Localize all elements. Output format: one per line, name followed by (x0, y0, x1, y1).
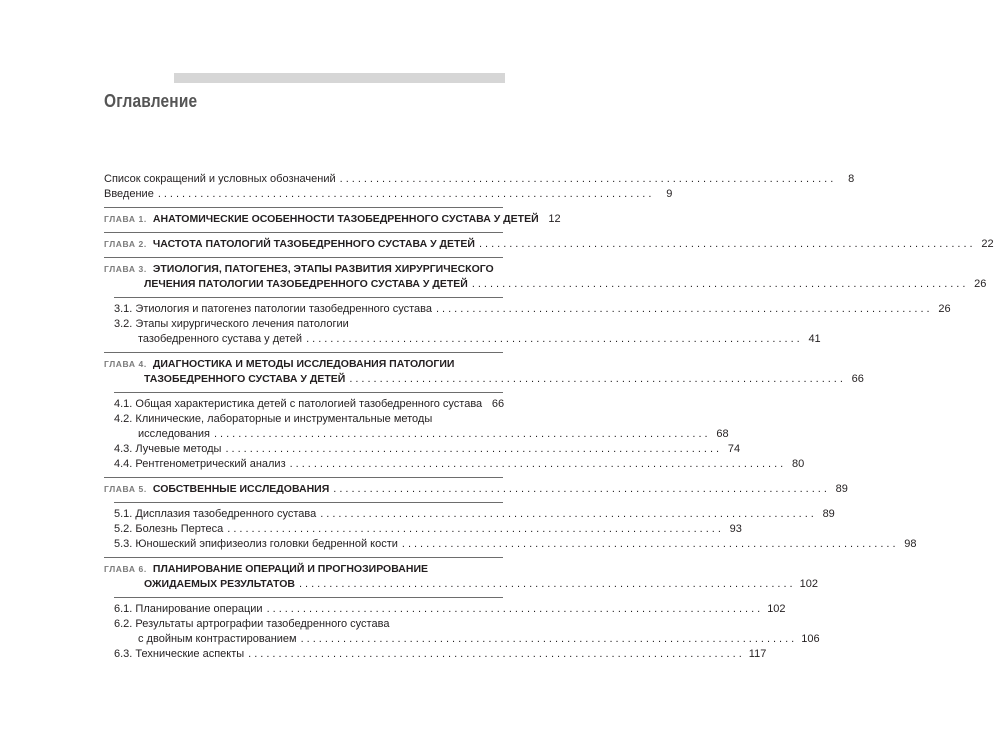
toc-section-6-2-cont[interactable] (104, 632, 820, 647)
toc-section-6-1[interactable] (104, 602, 786, 617)
toc-chapter-2[interactable] (104, 237, 994, 252)
toc-page-number: 106 (801, 633, 820, 645)
toc-section-4-4[interactable] (104, 457, 805, 472)
leader-dots: .................................................................................. (214, 428, 711, 440)
toc-page-number: 74 (727, 443, 741, 455)
toc-page-number: 66 (851, 373, 864, 385)
toc-chapter-6-cont[interactable] (104, 577, 818, 592)
leader-dots: .................................................................................. (349, 373, 846, 385)
section-number: 4.4. (114, 458, 133, 470)
section-number: 4.3. (114, 443, 133, 455)
leader-dots: .................................................................................. (289, 458, 787, 470)
section-number: 5.1. (114, 508, 133, 520)
chapter-label: ГЛАВА 5. (104, 484, 147, 494)
section-number: 6.3. (114, 648, 133, 660)
toc-section-4-1[interactable] (104, 397, 503, 412)
section-title: Этапы хирургического лечения патологии (135, 318, 349, 330)
toc-chapter-4-cont[interactable] (104, 372, 864, 387)
section-number: 3.1. (114, 303, 133, 315)
section-title: с двойным контрастированием (138, 633, 297, 645)
divider (104, 352, 503, 353)
toc-entry-abbreviations[interactable] (104, 172, 855, 187)
toc-section-3-2[interactable] (104, 317, 503, 332)
toc-section-4-2-cont[interactable] (104, 427, 729, 442)
section-title: Рентгенометрический анализ (135, 458, 286, 470)
chapter-title: АНАТОМИЧЕСКИЕ ОСОБЕННОСТИ ТАЗОБЕДРЕННОГО СУСТАВА У ДЕТЕЙ (152, 213, 539, 225)
header-bar (174, 73, 505, 83)
chapter-title: ПЛАНИРОВАНИЕ ОПЕРАЦИЙ И ПРОГНОЗИРОВАНИЕ (152, 563, 428, 575)
leader-dots: .................................................................................. (298, 578, 796, 590)
chapter-title: СОБСТВЕННЫЕ ИССЛЕДОВАНИЯ (152, 483, 330, 495)
section-number: 4.1. (114, 398, 133, 410)
leader-dots: .................................................................................. (306, 333, 803, 345)
toc-entry-introduction[interactable] (104, 187, 673, 202)
toc-entry-text: Список сокращений и условных обозначений (104, 173, 336, 185)
leader-dots: .................................................................................. (266, 603, 764, 615)
section-number: 6.2. (114, 618, 133, 630)
chapter-label: ГЛАВА 4. (104, 359, 147, 369)
toc-page-number: 41 (808, 333, 821, 345)
leader-dots: .................................................................................. (333, 483, 830, 495)
toc-page-number: 80 (791, 458, 805, 470)
toc-chapter-3-cont[interactable] (104, 277, 987, 292)
section-title: тазобедренного сустава у детей (138, 333, 303, 345)
section-title: Болезнь Пертеса (135, 523, 224, 535)
leader-dots: .................................................................................. (300, 633, 798, 645)
chapter-label: ГЛАВА 6. (104, 564, 147, 574)
divider (104, 257, 503, 258)
leader-dots: .................................................................................. (339, 173, 837, 185)
leader-dots: .................................................................................. (320, 508, 817, 520)
chapter-label: ГЛАВА 1. (104, 214, 147, 224)
toc-page-number: 12 (548, 213, 561, 225)
section-title: Планирование операции (135, 603, 263, 615)
toc-page-number: 22 (981, 238, 994, 250)
toc-chapter-5[interactable] (104, 482, 848, 497)
divider (104, 477, 503, 478)
section-title: Дисплазия тазобедренного сустава (135, 508, 317, 520)
toc-page-number: 26 (974, 278, 987, 290)
divider (114, 597, 503, 598)
toc-page-number: 98 (904, 538, 917, 550)
leader-dots: .................................................................................. (401, 538, 899, 550)
section-number: 4.2. (114, 413, 133, 425)
toc-page-number: 102 (767, 603, 786, 615)
section-title: Юношеский эпифизеолиз головки бедренной кости (135, 538, 398, 550)
toc-section-3-1[interactable] (104, 302, 951, 317)
toc-page-number: 66 (491, 398, 505, 410)
toc-page-number: 89 (835, 483, 848, 495)
section-title: исследования (138, 428, 210, 440)
divider (114, 392, 503, 393)
leader-dots: .................................................................................. (227, 523, 724, 535)
toc-section-5-2[interactable] (104, 522, 742, 537)
toc-chapter-4[interactable] (104, 357, 503, 372)
toc-chapter-1[interactable] (104, 212, 561, 227)
chapter-label: ГЛАВА 3. (104, 264, 147, 274)
divider (114, 297, 503, 298)
toc-page-number: 89 (822, 508, 835, 520)
section-title: Технические аспекты (135, 648, 245, 660)
toc-page-number: 93 (729, 523, 742, 535)
leader-dots: .................................................................................. (478, 238, 976, 250)
leader-dots: .................................................................................. (435, 303, 933, 315)
toc-entry-text: Введение (104, 188, 154, 200)
divider (104, 557, 503, 558)
divider (104, 232, 503, 233)
toc-chapter-3[interactable] (104, 262, 503, 277)
section-title: Результаты артрографии тазобедренного сустава (135, 618, 390, 630)
toc-chapter-6[interactable] (104, 562, 503, 577)
section-title: Этиология и патогенез патологии тазобедренного сустава (135, 303, 432, 315)
toc-page-number: 68 (716, 428, 729, 440)
section-number: 3.2. (114, 318, 133, 330)
toc-section-6-2[interactable] (104, 617, 503, 632)
table-of-contents (104, 172, 994, 662)
chapter-title: ЧАСТОТА ПАТОЛОГИЙ ТАЗОБЕДРЕННОГО СУСТАВА У ДЕТЕЙ (152, 238, 475, 250)
page-title: Оглавление (104, 91, 198, 111)
section-title: Клинические, лабораторные и инструментальные методы (135, 413, 433, 425)
chapter-label: ГЛАВА 2. (104, 239, 147, 249)
toc-section-5-1[interactable] (104, 507, 835, 522)
section-number: 6.1. (114, 603, 133, 615)
chapter-title: ТАЗОБЕДРЕННОГО СУСТАВА У ДЕТЕЙ (144, 373, 346, 385)
chapter-title: ЭТИОЛОГИЯ, ПАТОГЕНЕЗ, ЭТАПЫ РАЗВИТИЯ ХИРУРГИЧЕСКОГО (152, 263, 494, 275)
divider (114, 502, 503, 503)
leader-dots: .................................................................................. (471, 278, 969, 290)
toc-page-number: 26 (938, 303, 951, 315)
toc-page-number: 8 (848, 173, 855, 185)
chapter-title: ДИАГНОСТИКА И МЕТОДЫ ИССЛЕДОВАНИЯ ПАТОЛОГИИ (152, 358, 455, 370)
toc-page-number: 9 (666, 188, 673, 200)
toc-section-4-2[interactable] (104, 412, 503, 427)
toc-page-number: 102 (799, 578, 818, 590)
toc-section-6-3[interactable] (104, 647, 767, 662)
toc-page-number: 117 (748, 648, 767, 660)
section-title: Общая характеристика детей с патологией тазобедренного сустава (135, 398, 483, 410)
section-number: 5.2. (114, 523, 133, 535)
leader-dots: .................................................................................. (157, 188, 655, 200)
toc-section-4-3[interactable] (104, 442, 741, 457)
divider (104, 207, 503, 208)
section-title: Лучевые методы (135, 443, 222, 455)
toc-section-3-2-cont[interactable] (104, 332, 821, 347)
chapter-title: ЛЕЧЕНИЯ ПАТОЛОГИИ ТАЗОБЕДРЕННОГО СУСТАВА У ДЕТЕЙ (144, 278, 468, 290)
toc-section-5-3[interactable] (104, 537, 917, 552)
chapter-title: ОЖИДАЕМЫХ РЕЗУЛЬТАТОВ (144, 578, 295, 590)
section-number: 5.3. (114, 538, 133, 550)
leader-dots: .................................................................................. (248, 648, 745, 660)
leader-dots: .................................................................................. (225, 443, 723, 455)
